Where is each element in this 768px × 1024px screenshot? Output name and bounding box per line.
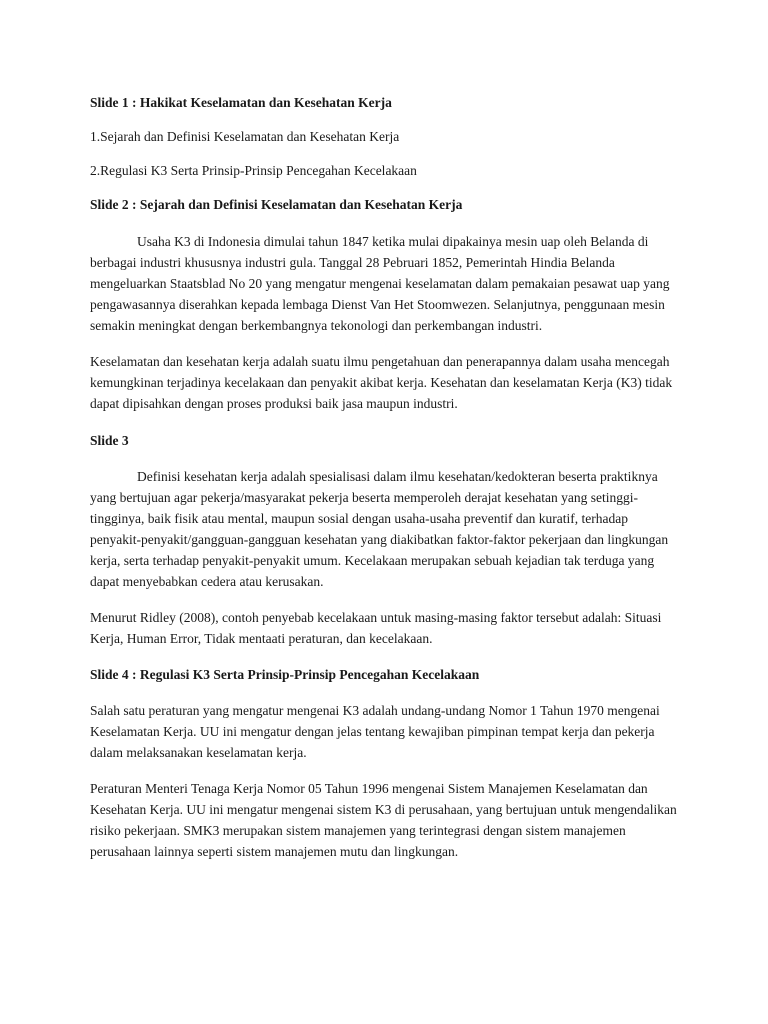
- slide3-paragraph-2: Menurut Ridley (2008), contoh penyebab kecelakaan untuk masing-masing faktor tersebut adalah: Situasi Kerja, Human Error, Tidak mentaati peraturan, dan kecelakaan.: [90, 610, 662, 646]
- slide4-paragraph-2: Peraturan Menteri Tenaga Kerja Nomor 05 Tahun 1996 mengenai Sistem Manajemen Keselamatan dan Kesehatan Kerja. UU ini mengatur mengenai sistem K3 di perusahaan, yang bertujuan untuk mengendalikan risiko pekerjaan. SMK3 merupakan sistem manajemen yang terintegrasi dengan sistem manajemen perusahaan lainnya seperti sistem manajemen mutu dan lingkungan.: [90, 781, 677, 859]
- slide3-paragraph-1: Definisi kesehatan kerja adalah spesialisasi dalam ilmu kesehatan/kedokteran beserta praktiknya yang bertujuan agar pekerja/masyarakat pekerja beserta memperoleh derajat kesehatan yang setinggi-tingginya, baik fisik atau mental, maupun sosial dengan usaha-usaha preventif dan kuratif, terhadap penyakit-penyakit/gangguan-gangguan kesehatan yang diakibatkan faktor-faktor pekerjaan dan lingkungan kerja, serta terhadap penyakit-penyakit umum. Kecelakaan merupakan sebuah kejadian tak terduga yang dapat menyebabkan cedera atau kerusakan.: [90, 469, 669, 589]
- slide2-paragraph-1: Usaha K3 di Indonesia dimulai tahun 1847 ketika mulai dipakainya mesin uap oleh Belanda di berbagai industri khususnya industri gula. Tanggal 28 Pebruari 1852, Pemerintah Hindia Belanda mengeluarkan Staatsblad No 20 yang mengatur mengenai keselamatan dalam pemakaian pesawat uap yang pengawasannya diserahkan kepada lembaga Dienst Van Het Stoomwezen. Selanjutnya, penggunaan mesin semakin meningkat dengan berkembangnya tekonologi dan perkembangan industri.: [90, 234, 670, 333]
- slide1-heading: Slide 1 : Hakikat Keselamatan dan Kesehatan Kerja: [90, 95, 392, 110]
- slide2-heading: Slide 2 : Sejarah dan Definisi Keselamatan dan Kesehatan Kerja: [90, 197, 463, 212]
- slide1-list-item-1: 1.Sejarah dan Definisi Keselamatan dan Kesehatan Kerja: [90, 129, 400, 144]
- slide2-paragraph-2: Keselamatan dan kesehatan kerja adalah suatu ilmu pengetahuan dan penerapannya dalam usaha mencegah kemungkinan terjadinya kecelakaan dan penyakit akibat kerja. Kesehatan dan keselamatan Kerja (K3) tidak dapat dipisahkan dengan proses produksi baik jasa maupun industri.: [90, 354, 673, 411]
- slide4-paragraph-1: Salah satu peraturan yang mengatur mengenai K3 adalah undang-undang Nomor 1 Tahun 1970 mengenai Keselamatan Kerja. UU ini mengatur dengan jelas tentang kewajiban pimpinan tempat kerja dan pekerja dalam melaksanakan keselamatan kerja.: [90, 703, 660, 760]
- slide4-heading: Slide 4 : Regulasi K3 Serta Prinsip-Prinsip Pencegahan Kecelakaan: [90, 667, 480, 682]
- document-body: [90, 92, 682, 862]
- slide3-heading: Slide 3: [90, 433, 129, 448]
- slide1-list-item-2: 2.Regulasi K3 Serta Prinsip-Prinsip Pencegahan Kecelakaan: [90, 163, 417, 178]
